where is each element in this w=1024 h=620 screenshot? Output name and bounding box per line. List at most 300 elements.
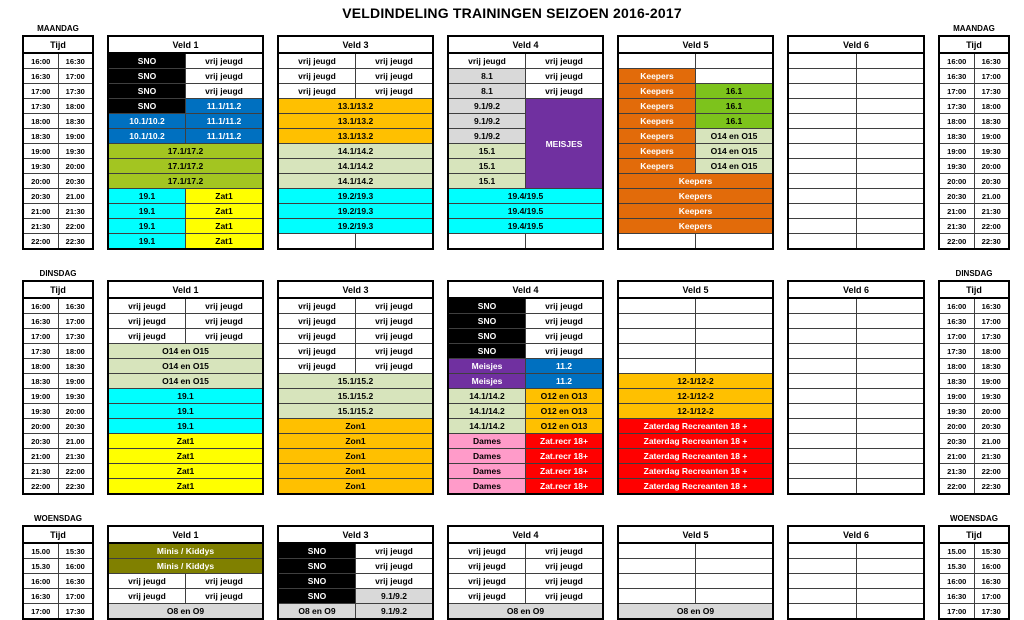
time-row (939, 479, 1009, 495)
time-table (22, 525, 94, 620)
time-cell: 17:00 (939, 329, 974, 344)
schedule-row (278, 114, 433, 129)
time-cell: 18:00 (58, 344, 93, 359)
schedule-cell (696, 559, 774, 574)
schedule-cell: 11.2 (526, 359, 604, 374)
sections (0, 23, 1010, 620)
time-row (23, 574, 93, 589)
schedule-cell: vrij jeugd (278, 329, 356, 344)
schedule-cell (618, 234, 696, 250)
schedule-row (788, 69, 924, 84)
field-header: Veld 6 (788, 526, 924, 543)
time-cell: 21:00 (939, 449, 974, 464)
schedule-cell: vrij jeugd (278, 298, 356, 314)
schedule-cell (618, 589, 696, 604)
schedule-cell: Dames (448, 434, 526, 449)
schedule-cell: 15.1/15.2 (278, 404, 433, 419)
time-cell: 17:30 (23, 344, 58, 359)
field-header: Veld 5 (618, 281, 773, 298)
schedule-row (108, 543, 263, 559)
schedule-cell: SNO (448, 298, 526, 314)
schedule-row (618, 144, 773, 159)
schedule-cell: vrij jeugd (526, 543, 604, 559)
schedule-row (278, 344, 433, 359)
schedule-cell: O14 en O15 (108, 374, 263, 389)
time-row (939, 404, 1009, 419)
schedule-cell: vrij jeugd (526, 314, 604, 329)
time-cell: 18:30 (58, 114, 93, 129)
schedule-row (788, 189, 924, 204)
schedule-cell (856, 99, 924, 114)
time-cell: 18:30 (23, 129, 58, 144)
schedule-cell: vrij jeugd (448, 574, 526, 589)
field-table-veld-5 (617, 525, 774, 620)
time-cell: 20:00 (58, 404, 93, 419)
time-cell: 18:30 (939, 374, 974, 389)
schedule-cell: 19.1 (108, 419, 263, 434)
time-cell: 17:00 (939, 604, 974, 620)
schedule-cell: vrij jeugd (108, 589, 186, 604)
schedule-cell: vrij jeugd (526, 69, 604, 84)
schedule-cell: 10.1/10.2 (108, 129, 186, 144)
time-cell: 22:00 (974, 464, 1009, 479)
time-cell: 18:00 (23, 359, 58, 374)
field-header-row (618, 281, 773, 298)
schedule-cell: 16.1 (696, 114, 774, 129)
schedule-row (618, 543, 773, 559)
field-header: Veld 3 (278, 526, 433, 543)
time-row (939, 344, 1009, 359)
schedule-cell (788, 574, 856, 589)
schedule-cell: Keepers (618, 204, 773, 219)
schedule-row (618, 404, 773, 419)
time-cell: 19:00 (58, 129, 93, 144)
schedule-cell: Keepers (618, 99, 696, 114)
schedule-row (108, 219, 263, 234)
time-cell: 22:00 (58, 464, 93, 479)
schedule-cell: Keepers (618, 114, 696, 129)
schedule-cell (856, 464, 924, 479)
schedule-cell: 11.1/11.2 (186, 114, 264, 129)
schedule-cell: O12 en O13 (526, 404, 604, 419)
time-cell: 16:00 (58, 559, 93, 574)
time-row (939, 204, 1009, 219)
time-cell: 17:00 (23, 604, 58, 620)
schedule-cell: vrij jeugd (278, 314, 356, 329)
schedule-cell: 12-1/12-2 (618, 389, 773, 404)
schedule-cell: vrij jeugd (356, 559, 434, 574)
schedule-cell: Dames (448, 464, 526, 479)
day-section-dinsdag (22, 268, 1010, 495)
time-row (939, 604, 1009, 620)
schedule-cell: Zat1 (108, 434, 263, 449)
time-row (23, 543, 93, 559)
time-cell: 16:30 (23, 69, 58, 84)
schedule-row (788, 99, 924, 114)
schedule-row (448, 604, 603, 620)
schedule-cell (856, 479, 924, 495)
schedule-cell: 8.1 (448, 84, 526, 99)
day-label: WOENSDAG (34, 514, 82, 523)
schedule-row (448, 329, 603, 344)
field-header: Veld 6 (788, 36, 924, 53)
schedule-cell: O8 en O9 (108, 604, 263, 620)
schedule-row (618, 189, 773, 204)
time-row (939, 589, 1009, 604)
time-cell: 21.00 (974, 189, 1009, 204)
schedule-cell: SNO (448, 344, 526, 359)
time-cell: 16:30 (23, 314, 58, 329)
schedule-cell: 15.1/15.2 (278, 389, 433, 404)
schedule-row (788, 419, 924, 434)
schedule-cell (856, 189, 924, 204)
schedule-cell: 15.1 (448, 144, 526, 159)
time-cell: 15.00 (939, 543, 974, 559)
schedule-row (278, 314, 433, 329)
day-label: MAANDAG (953, 24, 995, 33)
schedule-row (618, 419, 773, 434)
time-header: Tijd (23, 526, 93, 543)
time-cell: 15:30 (58, 543, 93, 559)
schedule-cell: vrij jeugd (186, 298, 264, 314)
time-cell: 17:30 (58, 329, 93, 344)
schedule-cell (856, 114, 924, 129)
schedule-cell: vrij jeugd (186, 574, 264, 589)
day-label: DINSDAG (955, 269, 993, 278)
time-row (23, 159, 93, 174)
schedule-row (618, 99, 773, 114)
field-header-row (618, 526, 773, 543)
schedule-cell (856, 389, 924, 404)
schedule-cell (788, 69, 856, 84)
schedule-cell: 15.1 (448, 174, 526, 189)
time-cell: 16:30 (58, 574, 93, 589)
schedule-cell (856, 69, 924, 84)
schedule-cell: 16.1 (696, 99, 774, 114)
time-cell: 17:00 (58, 69, 93, 84)
time-cell: 22:30 (974, 234, 1009, 250)
schedule-row (788, 449, 924, 464)
time-cell: 17:00 (23, 329, 58, 344)
schedule-row (618, 464, 773, 479)
schedule-cell: Zat.recr 18+ (526, 434, 604, 449)
schedule-row (448, 359, 603, 374)
schedule-row (448, 298, 603, 314)
time-cell: 16:00 (23, 298, 58, 314)
field-header: Veld 5 (618, 36, 773, 53)
time-cell: 21.00 (974, 434, 1009, 449)
schedule-cell: Zat1 (108, 464, 263, 479)
schedule-cell: 15.1/15.2 (278, 374, 433, 389)
schedule-row (108, 404, 263, 419)
schedule-cell: vrij jeugd (526, 329, 604, 344)
schedule-cell (696, 53, 774, 69)
time-header-row (23, 36, 93, 53)
time-row (23, 84, 93, 99)
day-section-maandag (22, 23, 1010, 250)
schedule-cell: Zat.recr 18+ (526, 449, 604, 464)
schedule-row (448, 219, 603, 234)
schedule-row (788, 464, 924, 479)
schedule-cell: 9.1/9.2 (356, 589, 434, 604)
schedule-cell: vrij jeugd (278, 359, 356, 374)
time-cell: 22:00 (939, 234, 974, 250)
time-row (23, 189, 93, 204)
schedule-row (278, 434, 433, 449)
schedule-row (448, 449, 603, 464)
schedule-row (108, 449, 263, 464)
schedule-cell: 19.1 (108, 204, 186, 219)
schedule-row (278, 99, 433, 114)
schedule-cell (788, 329, 856, 344)
time-row (23, 389, 93, 404)
field-header-row (278, 36, 433, 53)
schedule-cell (856, 359, 924, 374)
time-cell: 20:00 (23, 419, 58, 434)
time-row (939, 53, 1009, 69)
time-cell: 17:00 (58, 589, 93, 604)
schedule-cell: vrij jeugd (278, 69, 356, 84)
schedule-cell: vrij jeugd (356, 329, 434, 344)
time-row (23, 174, 93, 189)
schedule-cell: Zon1 (278, 434, 433, 449)
time-cell: 16:30 (974, 574, 1009, 589)
schedule-row (788, 314, 924, 329)
schedule-cell: vrij jeugd (356, 543, 434, 559)
field-table-veld-4 (447, 35, 604, 250)
schedule-cell: vrij jeugd (186, 84, 264, 99)
time-row (939, 189, 1009, 204)
field-table-veld-4 (447, 525, 604, 620)
schedule-cell: Zaterdag Recreanten 18 + (618, 434, 773, 449)
schedule-row (618, 389, 773, 404)
time-cell: 20:00 (974, 159, 1009, 174)
time-cell: 22:00 (23, 479, 58, 495)
schedule-cell: O14 en O15 (696, 144, 774, 159)
field-header: Veld 1 (108, 526, 263, 543)
schedule-cell: SNO (108, 53, 186, 69)
time-cell: 21:30 (939, 464, 974, 479)
time-cell: 20:30 (58, 174, 93, 189)
schedule-row (278, 219, 433, 234)
schedule-cell: Zon1 (278, 449, 433, 464)
time-row (939, 99, 1009, 114)
schedule-cell: O14 en O15 (108, 344, 263, 359)
time-cell: 21:30 (58, 204, 93, 219)
schedule-cell: Meisjes (448, 374, 526, 389)
schedule-cell: vrij jeugd (186, 69, 264, 84)
time-row (23, 329, 93, 344)
schedule-cell: Zat1 (186, 204, 264, 219)
schedule-cell: Zon1 (278, 479, 433, 495)
schedule-cell: Meisjes (448, 359, 526, 374)
time-row (939, 359, 1009, 374)
schedule-cell (788, 344, 856, 359)
schedule-row (278, 589, 433, 604)
day-label: WOENSDAG (950, 514, 998, 523)
schedule-cell: Dames (448, 449, 526, 464)
schedule-row (618, 449, 773, 464)
time-cell: 15.00 (23, 543, 58, 559)
schedule-cell: 14.1/14.2 (448, 419, 526, 434)
schedule-cell (856, 604, 924, 620)
time-cell: 16:30 (58, 53, 93, 69)
time-cell: 17:30 (939, 99, 974, 114)
schedule-cell: 19.1 (108, 234, 186, 250)
schedule-cell (856, 344, 924, 359)
schedule-row (278, 479, 433, 495)
schedule-cell: 15.1 (448, 159, 526, 174)
schedule-row (448, 543, 603, 559)
time-cell: 22:30 (58, 479, 93, 495)
schedule-cell: Zat1 (186, 219, 264, 234)
time-cell: 22:00 (58, 219, 93, 234)
time-cell: 15.30 (939, 559, 974, 574)
schedule-cell (696, 589, 774, 604)
schedule-cell: Zat1 (108, 449, 263, 464)
schedule-cell (618, 559, 696, 574)
field-header-row (278, 526, 433, 543)
time-row (23, 69, 93, 84)
time-cell: 18:30 (974, 114, 1009, 129)
schedule-cell: 10.1/10.2 (108, 114, 186, 129)
schedule-cell (788, 99, 856, 114)
schedule-row (108, 604, 263, 620)
schedule-cell (856, 53, 924, 69)
schedule-cell (788, 189, 856, 204)
schedule-row (618, 129, 773, 144)
schedule-cell: vrij jeugd (356, 84, 434, 99)
time-row (23, 434, 93, 449)
schedule-cell: vrij jeugd (356, 298, 434, 314)
field-header-row (448, 281, 603, 298)
schedule-cell: vrij jeugd (526, 53, 604, 69)
schedule-row (788, 434, 924, 449)
schedule-cell: vrij jeugd (108, 298, 186, 314)
time-cell: 16:30 (974, 298, 1009, 314)
schedule-row (278, 234, 433, 250)
time-cell: 19:00 (58, 374, 93, 389)
schedule-row (108, 129, 263, 144)
time-column-left (22, 268, 94, 495)
schedule-cell (788, 159, 856, 174)
time-cell: 20:00 (939, 419, 974, 434)
time-header-row (23, 526, 93, 543)
schedule-row (278, 604, 433, 620)
time-row (939, 559, 1009, 574)
field-table-veld-1 (107, 525, 264, 620)
schedule-cell: 19.1 (108, 389, 263, 404)
schedule-cell (856, 419, 924, 434)
time-row (939, 374, 1009, 389)
schedule-cell: vrij jeugd (448, 559, 526, 574)
time-cell: 17:30 (58, 84, 93, 99)
schedule-cell: 13.1/13.2 (278, 129, 433, 144)
schedule-cell (788, 144, 856, 159)
time-cell: 16:00 (939, 574, 974, 589)
time-cell: 19:00 (23, 144, 58, 159)
time-cell: 21.00 (58, 189, 93, 204)
schedule-row (108, 314, 263, 329)
page-title: VELDINDELING TRAININGEN SEIZOEN 2016-2017 (342, 5, 682, 21)
field-header-row (618, 36, 773, 53)
schedule-row (788, 298, 924, 314)
schedule-row (788, 114, 924, 129)
field-header-row (448, 36, 603, 53)
time-cell: 16:30 (939, 589, 974, 604)
schedule-row (108, 434, 263, 449)
time-cell: 21:00 (939, 204, 974, 219)
time-header-row (939, 281, 1009, 298)
schedule-cell: Keepers (618, 69, 696, 84)
schedule-row (618, 359, 773, 374)
schedule-cell: vrij jeugd (356, 314, 434, 329)
schedule-cell: vrij jeugd (186, 314, 264, 329)
schedule-cell: Zaterdag Recreanten 18 + (618, 479, 773, 495)
schedule-cell (856, 204, 924, 219)
time-header: Tijd (939, 281, 1009, 298)
time-column-left (22, 513, 94, 620)
schedule-row (108, 144, 263, 159)
time-cell: 16:00 (939, 53, 974, 69)
schedule-cell: 8.1 (448, 69, 526, 84)
time-cell: 19:00 (974, 129, 1009, 144)
time-cell: 16:30 (23, 589, 58, 604)
time-cell: 22:00 (939, 479, 974, 495)
schedule-row (278, 559, 433, 574)
time-cell: 20:00 (58, 159, 93, 174)
schedule-cell (788, 359, 856, 374)
time-cell: 17:30 (974, 84, 1009, 99)
schedule-row (788, 479, 924, 495)
field-header-row (278, 281, 433, 298)
time-cell: 19:30 (58, 144, 93, 159)
time-cell: 18:00 (974, 344, 1009, 359)
time-cell: 19:30 (939, 404, 974, 419)
schedule-cell (618, 359, 696, 374)
schedule-cell: Minis / Kiddys (108, 559, 263, 574)
schedule-cell (788, 84, 856, 99)
time-table (22, 280, 94, 495)
time-cell: 16:00 (974, 559, 1009, 574)
schedule-row (108, 189, 263, 204)
schedule-cell: Keepers (618, 129, 696, 144)
schedule-cell: 14.1/14.2 (448, 389, 526, 404)
schedule-cell: Zat1 (186, 234, 264, 250)
schedule-cell: O12 en O13 (526, 389, 604, 404)
schedule-row (448, 69, 603, 84)
field-table-veld-5 (617, 35, 774, 250)
schedule-cell (856, 589, 924, 604)
schedule-cell (788, 404, 856, 419)
field-header-row (108, 526, 263, 543)
schedule-row (788, 543, 924, 559)
schedule-cell (856, 84, 924, 99)
schedule-cell: vrij jeugd (526, 84, 604, 99)
time-row (23, 144, 93, 159)
time-cell: 18:30 (58, 359, 93, 374)
schedule-row (618, 234, 773, 250)
schedule-cell: vrij jeugd (278, 344, 356, 359)
field-table-veld-5 (617, 280, 774, 495)
schedule-row (448, 204, 603, 219)
schedule-cell: 11.1/11.2 (186, 99, 264, 114)
time-cell: 20:30 (23, 434, 58, 449)
schedule-row (448, 234, 603, 250)
schedule-row (618, 174, 773, 189)
schedule-cell (856, 543, 924, 559)
time-cell: 18:30 (939, 129, 974, 144)
